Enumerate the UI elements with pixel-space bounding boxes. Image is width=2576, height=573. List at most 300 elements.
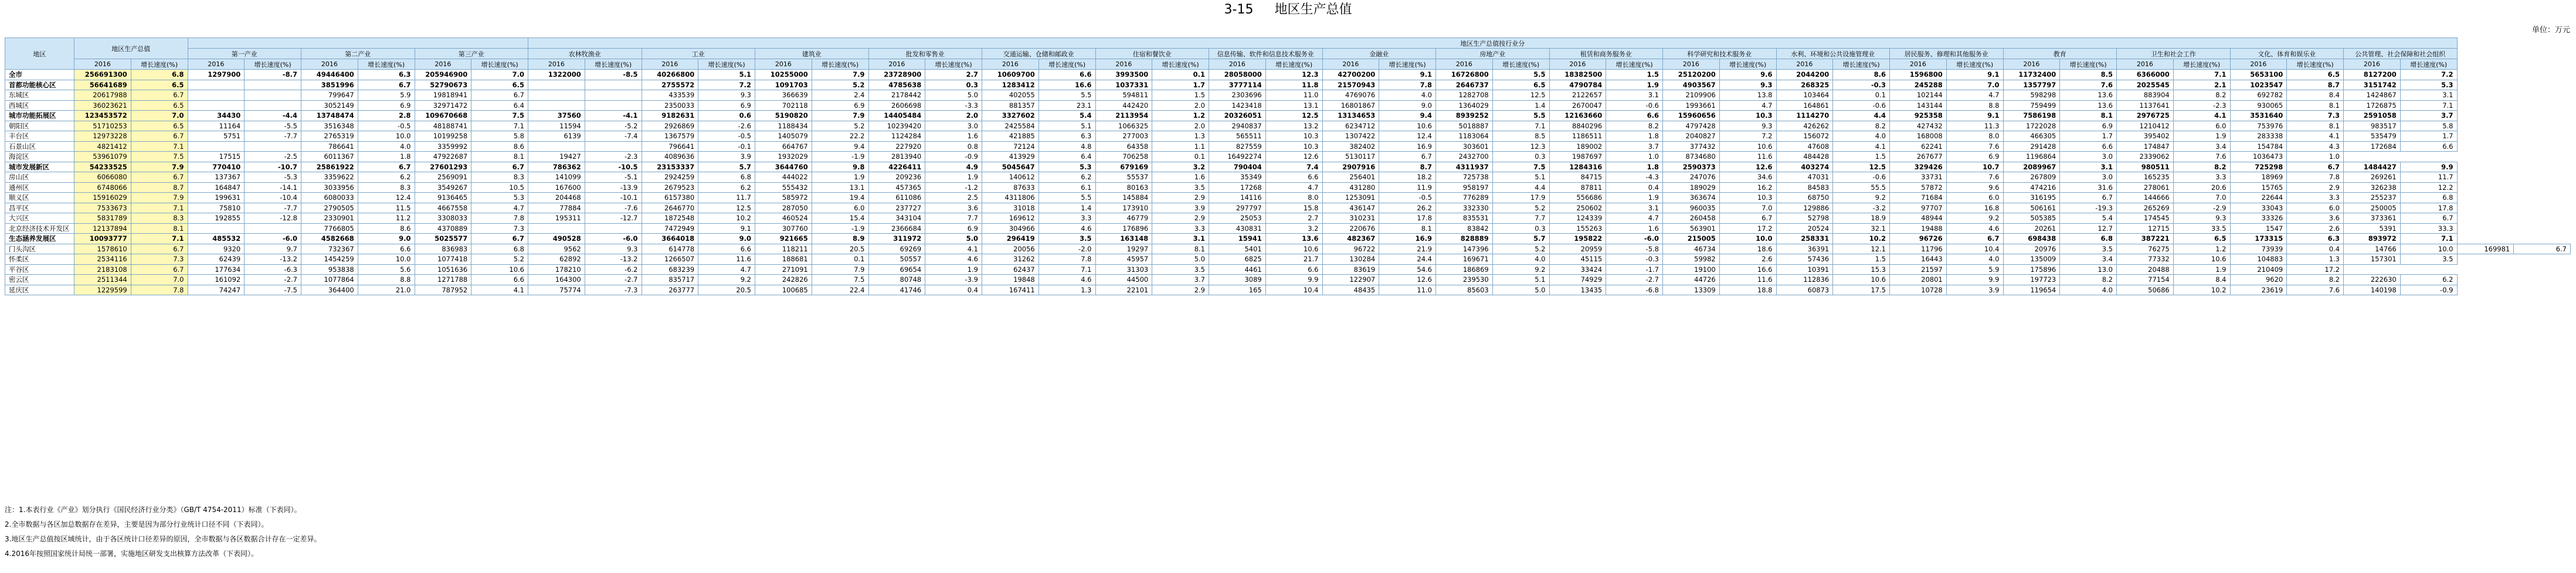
year-header: 2016: [1776, 59, 1833, 70]
value-cell: 222630: [2344, 275, 2401, 285]
growth-cell: [585, 100, 642, 111]
region-name: 首都功能核心区: [5, 80, 74, 90]
value-cell: 33043: [2230, 203, 2287, 213]
value-cell: 1282708: [1436, 90, 1493, 101]
value-cell: 28058000: [1209, 70, 1266, 80]
year-header: 2016: [415, 59, 471, 70]
growth-cell: 3.7: [1152, 275, 1209, 285]
value-cell: 1596800: [1890, 70, 1947, 80]
growth-cell: 7.4: [1265, 162, 1322, 172]
value-cell: 692782: [2230, 90, 2287, 101]
value-cell: 258331: [1776, 234, 1833, 244]
value-cell: 1423418: [1209, 100, 1266, 111]
growth-cell: 1.8: [358, 152, 415, 162]
growth-cell: 6.9: [812, 100, 868, 111]
growth-cell: 8.7: [1379, 162, 1436, 172]
growth-cell: 1.4: [1038, 203, 1095, 213]
value-cell: 4797428: [1663, 121, 1720, 131]
growth-cell: 1.9: [1606, 80, 1663, 90]
growth-cell: 6.7: [1379, 152, 1436, 162]
value-cell: 565511: [1209, 131, 1266, 142]
value-cell: 164847: [188, 182, 245, 193]
value-cell: 1188434: [755, 121, 812, 131]
value-cell: 174545: [2117, 213, 2174, 224]
value-cell: 953838: [301, 264, 358, 275]
region-name: 海淀区: [5, 152, 74, 162]
growth-cell: -0.6: [1833, 100, 1890, 111]
value-cell: 3151742: [2344, 80, 2401, 90]
growth-cell: 9.0: [698, 234, 755, 244]
value-cell: 297797: [1209, 203, 1266, 213]
region-name: 全市: [5, 70, 74, 80]
value-cell: 3308033: [415, 213, 471, 224]
growth-cell: -2.3: [585, 152, 642, 162]
value-cell: 25120200: [1663, 70, 1720, 80]
growth-cell: 6.9: [698, 100, 755, 111]
growth-cell: 15.4: [812, 213, 868, 224]
growth-cell: 8.3: [131, 213, 188, 224]
value-cell: 598298: [2003, 90, 2060, 101]
unit-label: 单位：万元: [2531, 26, 2570, 35]
growth-cell: 8.7: [2287, 80, 2344, 90]
growth-cell: 22.4: [812, 285, 868, 295]
growth-cell: 9.4: [1379, 111, 1436, 121]
value-cell: 2040827: [1663, 131, 1720, 142]
value-cell: 84715: [1549, 172, 1606, 183]
growth-cell: 9.1: [1379, 70, 1436, 80]
growth-cell: 5.5: [1038, 193, 1095, 203]
value-cell: 402055: [982, 90, 1039, 101]
growth-cell: -13.2: [585, 254, 642, 265]
growth-cell: 10.3: [1719, 193, 1776, 203]
gdp-header: 地区生产总值: [74, 38, 188, 59]
value-cell: 135009: [2003, 254, 2060, 265]
value-cell: [528, 80, 585, 90]
growth-cell: 26.2: [1379, 203, 1436, 213]
growth-cell: 7.9: [812, 264, 868, 275]
growth-cell: 2.6: [1719, 254, 1776, 265]
growth-cell: 7.9: [131, 193, 188, 203]
value-cell: 430831: [1209, 223, 1266, 234]
growth-cell: 6.7: [131, 264, 188, 275]
growth-cell: 7.0: [131, 111, 188, 121]
year-header: 2016: [2117, 59, 2174, 70]
value-cell: 1186511: [1549, 131, 1606, 142]
value-cell: 87633: [982, 182, 1039, 193]
growth-cell: 9.0: [1379, 100, 1436, 111]
year-header: 2016: [74, 59, 131, 70]
value-cell: 60873: [1776, 285, 1833, 295]
value-cell: 2924259: [642, 172, 698, 183]
value-cell: 76275: [2117, 244, 2174, 254]
value-cell: 25861922: [301, 162, 358, 172]
value-cell: 103464: [1776, 90, 1833, 101]
value-cell: 387221: [2117, 234, 2174, 244]
sector-header: 农林牧渔业: [528, 49, 642, 59]
growth-cell: -7.3: [585, 285, 642, 295]
growth-cell: 9.3: [1719, 80, 1776, 90]
growth-cell: -12.8: [245, 213, 301, 224]
value-cell: 9620: [2230, 275, 2287, 285]
region-name: 石景山区: [5, 141, 74, 152]
growth-cell: 3.1: [1152, 234, 1209, 244]
value-cell: 5190820: [755, 111, 812, 121]
value-cell: 8939252: [1436, 111, 1493, 121]
value-cell: 395402: [2117, 131, 2174, 142]
growth-cell: 9.2: [1946, 213, 2003, 224]
growth-cell: 8.6: [471, 141, 528, 152]
growth-cell: -6.0: [245, 234, 301, 244]
value-cell: 102144: [1890, 90, 1947, 101]
growth-cell: 6.5: [1492, 80, 1549, 90]
growth-cell: 12.5: [1833, 162, 1890, 172]
value-cell: 4226411: [868, 162, 925, 172]
growth-cell: 1.7: [2400, 131, 2457, 142]
growth-cell: 0.3: [1492, 223, 1549, 234]
growth-cell: 9.1: [1946, 70, 2003, 80]
value-cell: 3089: [1209, 275, 1266, 285]
value-cell: 75774: [528, 285, 585, 295]
value-cell: [188, 90, 245, 101]
growth-cell: -5.1: [585, 172, 642, 183]
value-cell: 3052149: [301, 100, 358, 111]
growth-cell: 6.7: [1946, 234, 2003, 244]
growth-cell: 9.3: [2173, 213, 2230, 224]
growth-cell: 11.9: [1379, 182, 1436, 193]
growth-cell: 8.0: [1265, 193, 1322, 203]
value-cell: 7586198: [2003, 111, 2060, 121]
growth-cell: 6.2: [1038, 172, 1095, 183]
growth-cell: -10.1: [585, 193, 642, 203]
value-cell: 22101: [1095, 285, 1152, 295]
value-cell: 3531640: [2230, 111, 2287, 121]
value-cell: 122907: [1322, 275, 1379, 285]
growth-cell: [585, 141, 642, 152]
growth-cell: 10.6: [1379, 121, 1436, 131]
growth-cell: 7.1: [1038, 264, 1095, 275]
value-cell: 6080033: [301, 193, 358, 203]
growth-cell: 11.6: [1719, 152, 1776, 162]
value-cell: 35349: [1209, 172, 1266, 183]
table-row: [5, 100, 2571, 111]
growth-cell: -13.2: [245, 254, 301, 265]
value-cell: 2590373: [1663, 162, 1720, 172]
growth-cell: 21.0: [358, 285, 415, 295]
growth-cell: 6.0: [812, 203, 868, 213]
value-cell: 168008: [1890, 131, 1947, 142]
value-cell: 6139: [528, 131, 585, 142]
growth-cell: 4.7: [471, 203, 528, 213]
growth-cell: 3.9: [1946, 285, 2003, 295]
value-cell: 3549267: [415, 182, 471, 193]
value-cell: 8840296: [1549, 121, 1606, 131]
region-name: 密云区: [5, 275, 74, 285]
growth-cell: 3.3: [2173, 172, 2230, 183]
growth-header: 增长速度(%): [2400, 59, 2457, 70]
value-cell: 255237: [2344, 193, 2401, 203]
growth-cell: 5.4: [1038, 111, 1095, 121]
value-cell: 53961079: [74, 152, 131, 162]
value-cell: 4790784: [1549, 80, 1606, 90]
region-name: 顺义区: [5, 193, 74, 203]
value-cell: 329426: [1890, 162, 1947, 172]
growth-cell: 1.0: [2287, 152, 2344, 162]
value-cell: 42700200: [1322, 70, 1379, 80]
growth-cell: 5.2: [812, 80, 868, 90]
growth-cell: 5.9: [1946, 264, 2003, 275]
growth-cell: 6.5: [131, 80, 188, 90]
growth-cell: 3.7: [1606, 141, 1663, 152]
growth-cell: -5.3: [245, 172, 301, 183]
value-cell: 3033956: [301, 182, 358, 193]
value-cell: 62437: [982, 264, 1039, 275]
value-cell: 71684: [1890, 193, 1947, 203]
region-name: 东城区: [5, 90, 74, 101]
growth-header: 增长速度(%): [585, 59, 642, 70]
value-cell: 326238: [2344, 182, 2401, 193]
growth-cell: 4.0: [1379, 90, 1436, 101]
growth-cell: 13.2: [1265, 121, 1322, 131]
table-row: [5, 264, 2571, 275]
value-cell: 485532: [188, 234, 245, 244]
growth-cell: 1.0: [1606, 152, 1663, 162]
value-cell: 268325: [1776, 80, 1833, 90]
value-cell: 796641: [642, 141, 698, 152]
value-cell: 242826: [755, 275, 812, 285]
growth-cell: 0.6: [698, 111, 755, 121]
growth-cell: 9.8: [812, 162, 868, 172]
value-cell: 237727: [868, 203, 925, 213]
growth-header: 增长速度(%): [358, 59, 415, 70]
region-name: 北京经济技术开发区: [5, 223, 74, 234]
growth-cell: 1.3: [2287, 254, 2344, 265]
growth-cell: 5.2: [812, 121, 868, 131]
value-cell: 80163: [1095, 182, 1152, 193]
value-cell: 3359992: [415, 141, 471, 152]
value-cell: 245288: [1890, 80, 1947, 90]
growth-cell: 3.7: [2400, 111, 2457, 121]
growth-cell: 4.6: [1038, 223, 1095, 234]
value-cell: 4311806: [982, 193, 1039, 203]
value-cell: 27601293: [415, 162, 471, 172]
growth-cell: -12.7: [585, 213, 642, 224]
value-cell: 4903567: [1663, 80, 1720, 90]
footnote: 注：1.本表行业《产业》划分执行《国民经济行业分类》（GB/T 4754-2011）标准（下表同）。: [5, 506, 301, 514]
value-cell: 83842: [1436, 223, 1493, 234]
growth-cell: 3.1: [1606, 90, 1663, 101]
growth-cell: 5.3: [1038, 162, 1095, 172]
value-cell: 1993661: [1663, 100, 1720, 111]
growth-cell: 1.8: [1606, 162, 1663, 172]
header-row-3: [5, 59, 2571, 70]
value-cell: 6366000: [2117, 70, 2174, 80]
value-cell: 64358: [1095, 141, 1152, 152]
value-cell: 343104: [868, 213, 925, 224]
growth-cell: 32.1: [1833, 223, 1890, 234]
growth-cell: 33.3: [2400, 223, 2457, 234]
footnote: 4.2016年按照国家统计局统一部署，实施地区研发支出核算方法改革（下表同）。: [5, 550, 258, 558]
value-cell: 31018: [982, 203, 1039, 213]
growth-cell: 10.2: [698, 213, 755, 224]
value-cell: 13134653: [1322, 111, 1379, 121]
value-cell: 433539: [642, 90, 698, 101]
growth-cell: -10.7: [245, 162, 301, 172]
value-cell: 1036473: [2230, 152, 2287, 162]
growth-cell: 6.2: [358, 172, 415, 183]
value-cell: 706258: [1095, 152, 1152, 162]
sector-header: 租赁和商务服务业: [1549, 49, 1663, 59]
value-cell: 33731: [1890, 172, 1947, 183]
growth-cell: 6.9: [925, 223, 982, 234]
year-header: 2016: [2003, 59, 2060, 70]
value-cell: 250602: [1549, 203, 1606, 213]
growth-cell: 4.6: [1946, 223, 2003, 234]
growth-cell: -0.5: [1379, 193, 1436, 203]
value-cell: 4821412: [74, 141, 131, 152]
growth-cell: 7.5: [812, 275, 868, 285]
value-cell: 119654: [2003, 285, 2060, 295]
growth-cell: 3.5: [1038, 234, 1095, 244]
value-cell: 5045647: [982, 162, 1039, 172]
value-cell: 15916029: [74, 193, 131, 203]
value-cell: [188, 80, 245, 90]
value-cell: 2813940: [868, 152, 925, 162]
growth-cell: 9.3: [585, 244, 642, 254]
value-cell: 10391: [1776, 264, 1833, 275]
growth-cell: 6.3: [358, 70, 415, 80]
growth-cell: 6.2: [698, 182, 755, 193]
growth-cell: 8.8: [358, 275, 415, 285]
growth-cell: 8.1: [1152, 244, 1209, 254]
value-cell: 69269: [868, 244, 925, 254]
growth-header: 增长速度(%): [1152, 59, 1209, 70]
value-cell: 2907916: [1322, 162, 1379, 172]
value-cell: 11796: [1890, 244, 1947, 254]
value-cell: 13435: [1549, 285, 1606, 295]
growth-cell: 6.3: [1038, 131, 1095, 142]
growth-cell: -0.3: [1606, 254, 1663, 265]
region-name: 延庆区: [5, 285, 74, 295]
growth-cell: 1.9: [925, 264, 982, 275]
sector-header: 住宿和餐饮业: [1095, 49, 1209, 59]
value-cell: 104883: [2230, 254, 2287, 265]
growth-cell: 15.8: [1265, 203, 1322, 213]
growth-cell: 3.5: [1152, 264, 1209, 275]
year-header: 2016: [1095, 59, 1152, 70]
growth-cell: 2.7: [1265, 213, 1322, 224]
value-cell: 759499: [2003, 100, 2060, 111]
growth-cell: 4.7: [1719, 100, 1776, 111]
value-cell: 33424: [1549, 264, 1606, 275]
growth-cell: 12.5: [698, 203, 755, 213]
growth-cell: 12.5: [1492, 90, 1549, 101]
value-cell: 3777114: [1209, 80, 1266, 90]
value-cell: 195311: [528, 213, 585, 224]
value-cell: 5401: [1209, 244, 1266, 254]
value-cell: 19100: [1663, 264, 1720, 275]
growth-cell: 9.4: [812, 141, 868, 152]
growth-cell: 2.1: [2173, 80, 2230, 90]
value-cell: 31303: [1095, 264, 1152, 275]
value-cell: 15941: [1209, 234, 1266, 244]
value-cell: 199631: [188, 193, 245, 203]
growth-cell: 10.4: [1946, 244, 2003, 254]
value-cell: 20617988: [74, 90, 131, 101]
growth-cell: 11.2: [358, 213, 415, 224]
growth-cell: 5.7: [698, 162, 755, 172]
value-cell: 19297: [1095, 244, 1152, 254]
value-cell: 36023621: [74, 100, 131, 111]
growth-cell: 8.7: [131, 182, 188, 193]
growth-cell: 17.8: [1379, 213, 1436, 224]
growth-cell: 6.0: [2173, 121, 2230, 131]
year-header: 2016: [528, 59, 585, 70]
growth-cell: -0.9: [2400, 285, 2457, 295]
sector-header: 公共管理、社会保障和社会组织: [2344, 49, 2458, 59]
growth-cell: 9.7: [245, 244, 301, 254]
growth-cell: 2.6: [2287, 223, 2344, 234]
value-cell: 1726875: [2344, 100, 2401, 111]
value-cell: 1405079: [755, 131, 812, 142]
value-cell: 303601: [1436, 141, 1493, 152]
value-cell: 97707: [1890, 203, 1947, 213]
growth-cell: 17.9: [1492, 193, 1549, 203]
value-cell: 85603: [1436, 285, 1493, 295]
value-cell: 490528: [528, 234, 585, 244]
growth-cell: 3.9: [698, 152, 755, 162]
growth-cell: 4.7: [1265, 182, 1322, 193]
growth-cell: 11.0: [1379, 285, 1436, 295]
sector-header: 文化、体育和娱乐业: [2230, 49, 2344, 59]
growth-cell: 8.2: [2287, 275, 2344, 285]
sector-header: 水利、环境和公共设施管理业: [1776, 49, 1890, 59]
value-cell: 227920: [868, 141, 925, 152]
value-cell: 2606698: [868, 100, 925, 111]
value-cell: 5130117: [1322, 152, 1379, 162]
value-cell: 13309: [1663, 285, 1720, 295]
growth-cell: -2.3: [2173, 100, 2230, 111]
growth-cell: 8.2: [2173, 90, 2230, 101]
growth-cell: 6.8: [131, 70, 188, 80]
growth-cell: -5.5: [245, 121, 301, 131]
table-row: [5, 203, 2571, 213]
value-cell: 786362: [528, 162, 585, 172]
growth-cell: 6.5: [2287, 70, 2344, 80]
value-cell: 4370889: [415, 223, 471, 234]
growth-cell: 6.3: [2287, 234, 2344, 244]
growth-cell: 10.0: [2400, 244, 2457, 254]
growth-cell: 16.8: [1946, 203, 2003, 213]
value-cell: 17268: [1209, 182, 1266, 193]
value-cell: 14766: [2344, 244, 2401, 254]
growth-cell: 7.5: [1492, 162, 1549, 172]
value-cell: 45957: [1095, 254, 1152, 265]
value-cell: 72124: [982, 141, 1039, 152]
growth-cell: 6.7: [471, 162, 528, 172]
growth-cell: 7.3: [2287, 111, 2344, 121]
value-cell: 50686: [2117, 285, 2174, 295]
growth-cell: 6.6: [471, 275, 528, 285]
growth-cell: 7.0: [131, 275, 188, 285]
value-cell: 1424867: [2344, 90, 2401, 101]
growth-cell: 20.5: [812, 244, 868, 254]
growth-cell: 12.4: [358, 193, 415, 203]
value-cell: 37560: [528, 111, 585, 121]
growth-cell: [245, 141, 301, 152]
value-cell: 100685: [755, 285, 812, 295]
value-cell: 15960656: [1663, 111, 1720, 121]
growth-cell: 4.0: [358, 141, 415, 152]
